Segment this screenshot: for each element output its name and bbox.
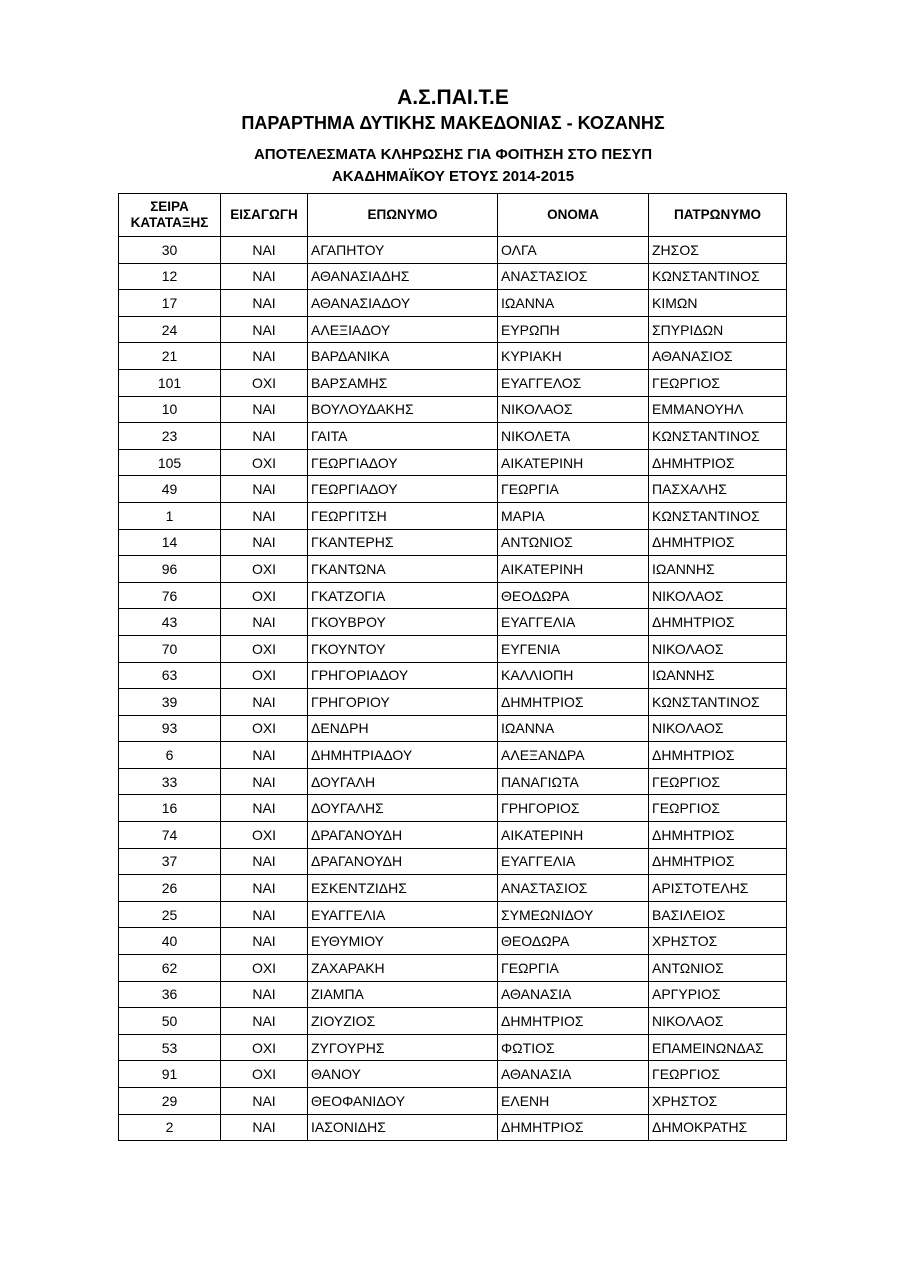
cell-surname: ΓΑΙΤΑ <box>308 423 498 450</box>
cell-surname: ΒΟΥΛΟΥΔΑΚΗΣ <box>308 396 498 423</box>
cell-patronymic: ΓΕΩΡΓΙΟΣ <box>649 795 787 822</box>
cell-surname: ΒΑΡΔΑΝΙΚΑ <box>308 343 498 370</box>
cell-patronymic: ΖΗΣΟΣ <box>649 237 787 264</box>
cell-first-name: ΟΛΓΑ <box>498 237 649 264</box>
cell-rank: 62 <box>119 955 221 982</box>
cell-admission: ΝΑΙ <box>221 1008 308 1035</box>
cell-admission: ΟΧΙ <box>221 715 308 742</box>
cell-patronymic: ΔΗΜΗΤΡΙΟΣ <box>649 449 787 476</box>
cell-rank: 53 <box>119 1034 221 1061</box>
cell-first-name: ΓΕΩΡΓΙΑ <box>498 955 649 982</box>
table-row <box>119 1008 787 1035</box>
cell-admission: ΟΧΙ <box>221 369 308 396</box>
cell-admission: ΝΑΙ <box>221 290 308 317</box>
cell-admission: ΝΑΙ <box>221 609 308 636</box>
cell-first-name: ΙΩΑΝΝΑ <box>498 290 649 317</box>
cell-rank: 74 <box>119 822 221 849</box>
cell-rank: 101 <box>119 369 221 396</box>
cell-patronymic: ΚΩΝΣΤΑΝΤΙΝΟΣ <box>649 502 787 529</box>
cell-first-name: ΑΙΚΑΤΕΡΙΝΗ <box>498 449 649 476</box>
cell-admission: ΝΑΙ <box>221 343 308 370</box>
results-heading: ΑΠΟΤΕΛΕΣΜΑΤΑ ΚΛΗΡΩΣΗΣ ΓΙΑ ΦΟΙΤΗΣΗ ΣΤΟ ΠΕΣΥΠ <box>253 146 653 163</box>
table-row <box>119 369 787 396</box>
cell-admission: ΝΑΙ <box>221 529 308 556</box>
cell-surname: ΓΚΟΥΝΤΟΥ <box>308 635 498 662</box>
cell-rank: 50 <box>119 1008 221 1035</box>
cell-rank: 30 <box>119 237 221 264</box>
cell-admission: ΝΑΙ <box>221 423 308 450</box>
cell-rank: 96 <box>119 556 221 583</box>
cell-surname: ΔΡΑΓΑΝΟΥΔΗ <box>308 822 498 849</box>
cell-first-name: ΔΗΜΗΤΡΙΟΣ <box>498 1114 649 1141</box>
cell-surname: ΖΙΟΥΖΙΟΣ <box>308 1008 498 1035</box>
cell-first-name: ΕΥΑΓΓΕΛΟΣ <box>498 369 649 396</box>
table-row <box>119 955 787 982</box>
table-row <box>119 556 787 583</box>
table-row <box>119 396 787 423</box>
cell-first-name: ΓΕΩΡΓΙΑ <box>498 476 649 503</box>
cell-rank: 29 <box>119 1088 221 1115</box>
cell-patronymic: ΠΑΣΧΑΛΗΣ <box>649 476 787 503</box>
cell-surname: ΓΡΗΓΟΡΙΑΔΟΥ <box>308 662 498 689</box>
cell-rank: 39 <box>119 689 221 716</box>
cell-first-name: ΑΛΕΞΑΝΔΡΑ <box>498 742 649 769</box>
cell-rank: 93 <box>119 715 221 742</box>
cell-surname: ΑΛΕΞΙΑΔΟΥ <box>308 316 498 343</box>
cell-first-name: ΚΑΛΛΙΟΠΗ <box>498 662 649 689</box>
academic-year-heading: ΑΚΑΔΗΜΑΪΚΟΥ ΕΤΟΥΣ 2014-2015 <box>331 168 575 185</box>
cell-patronymic: ΝΙΚΟΛΑΟΣ <box>649 715 787 742</box>
cell-patronymic: ΔΗΜΗΤΡΙΟΣ <box>649 609 787 636</box>
cell-patronymic: ΔΗΜΟΚΡΑΤΗΣ <box>649 1114 787 1141</box>
table-row <box>119 529 787 556</box>
cell-rank: 16 <box>119 795 221 822</box>
cell-patronymic: ΔΗΜΗΤΡΙΟΣ <box>649 742 787 769</box>
cell-first-name: ΝΙΚΟΛΑΟΣ <box>498 396 649 423</box>
column-header-rank: ΣΕΙΡΑ ΚΑΤΑΤΑΞΗΣ <box>119 194 221 237</box>
table-row <box>119 635 787 662</box>
cell-surname: ΖΥΓΟΥΡΗΣ <box>308 1034 498 1061</box>
cell-admission: ΝΑΙ <box>221 848 308 875</box>
column-header-surname: ΕΠΩΝΥΜΟ <box>308 194 498 237</box>
cell-patronymic: ΕΠΑΜΕΙΝΩΝΔΑΣ <box>649 1034 787 1061</box>
cell-surname: ΒΑΡΣΑΜΗΣ <box>308 369 498 396</box>
cell-first-name: ΑΘΑΝΑΣΙΑ <box>498 981 649 1008</box>
cell-rank: 23 <box>119 423 221 450</box>
cell-surname: ΖΑΧΑΡΑΚΗ <box>308 955 498 982</box>
cell-rank: 6 <box>119 742 221 769</box>
cell-rank: 49 <box>119 476 221 503</box>
cell-first-name: ΦΩΤΙΟΣ <box>498 1034 649 1061</box>
cell-first-name: ΝΙΚΟΛΕΤΑ <box>498 423 649 450</box>
cell-surname: ΓΚΑΝΤΕΡΗΣ <box>308 529 498 556</box>
cell-rank: 17 <box>119 290 221 317</box>
cell-admission: ΟΧΙ <box>221 1061 308 1088</box>
results-table <box>118 193 787 1141</box>
table-row <box>119 768 787 795</box>
cell-patronymic: ΙΩΑΝΝΗΣ <box>649 662 787 689</box>
table-row <box>119 1061 787 1088</box>
column-header-patronymic: ΠΑΤΡΩΝΥΜΟ <box>649 194 787 237</box>
cell-patronymic: ΚΙΜΩΝ <box>649 290 787 317</box>
document-subtitle: ΠΑΡΑΡΤΗΜΑ ΔΥΤΙΚΗΣ ΜΑΚΕΔΟΝΙΑΣ - ΚΟΖΑΝΗΣ <box>241 113 665 133</box>
cell-surname: ΖΙΑΜΠΑ <box>308 981 498 1008</box>
table-row <box>119 928 787 955</box>
cell-rank: 21 <box>119 343 221 370</box>
cell-admission: ΝΑΙ <box>221 689 308 716</box>
table-row <box>119 981 787 1008</box>
cell-admission: ΟΧΙ <box>221 955 308 982</box>
table-row <box>119 237 787 264</box>
cell-surname: ΔΕΝΔΡΗ <box>308 715 498 742</box>
cell-surname: ΑΓΑΠΗΤΟΥ <box>308 237 498 264</box>
cell-admission: ΝΑΙ <box>221 928 308 955</box>
cell-first-name: ΑΙΚΑΤΕΡΙΝΗ <box>498 822 649 849</box>
table-row <box>119 822 787 849</box>
cell-rank: 76 <box>119 582 221 609</box>
cell-surname: ΕΥΘΥΜΙΟΥ <box>308 928 498 955</box>
cell-surname: ΘΕΟΦΑΝΙΔΟΥ <box>308 1088 498 1115</box>
cell-surname: ΔΡΑΓΑΝΟΥΔΗ <box>308 848 498 875</box>
table-row <box>119 1034 787 1061</box>
table-row <box>119 476 787 503</box>
cell-surname: ΑΘΑΝΑΣΙΑΔΟΥ <box>308 290 498 317</box>
cell-patronymic: ΣΠΥΡΙΔΩΝ <box>649 316 787 343</box>
cell-first-name: ΑΙΚΑΤΕΡΙΝΗ <box>498 556 649 583</box>
cell-admission: ΝΑΙ <box>221 1088 308 1115</box>
cell-admission: ΝΑΙ <box>221 263 308 290</box>
cell-patronymic: ΓΕΩΡΓΙΟΣ <box>649 369 787 396</box>
table-row <box>119 715 787 742</box>
cell-first-name: ΕΥΡΩΠΗ <box>498 316 649 343</box>
cell-first-name: ΓΡΗΓΟΡΙΟΣ <box>498 795 649 822</box>
cell-admission: ΝΑΙ <box>221 875 308 902</box>
cell-patronymic: ΧΡΗΣΤΟΣ <box>649 1088 787 1115</box>
cell-admission: ΝΑΙ <box>221 396 308 423</box>
cell-first-name: ΘΕΟΔΩΡΑ <box>498 582 649 609</box>
cell-rank: 25 <box>119 901 221 928</box>
cell-patronymic: ΔΗΜΗΤΡΙΟΣ <box>649 822 787 849</box>
cell-admission: ΝΑΙ <box>221 742 308 769</box>
cell-first-name: ΑΝΤΩΝΙΟΣ <box>498 529 649 556</box>
cell-patronymic: ΝΙΚΟΛΑΟΣ <box>649 1008 787 1035</box>
cell-admission: ΝΑΙ <box>221 981 308 1008</box>
cell-patronymic: ΓΕΩΡΓΙΟΣ <box>649 768 787 795</box>
cell-first-name: ΣΥΜΕΩΝΙΔΟΥ <box>498 901 649 928</box>
cell-surname: ΔΟΥΓΑΛΗ <box>308 768 498 795</box>
table-row <box>119 848 787 875</box>
cell-patronymic: ΑΝΤΩΝΙΟΣ <box>649 955 787 982</box>
cell-admission: ΟΧΙ <box>221 1034 308 1061</box>
cell-patronymic: ΙΩΑΝΝΗΣ <box>649 556 787 583</box>
table-row <box>119 449 787 476</box>
table-row <box>119 502 787 529</box>
cell-rank: 70 <box>119 635 221 662</box>
cell-first-name: ΚΥΡΙΑΚΗ <box>498 343 649 370</box>
cell-rank: 2 <box>119 1114 221 1141</box>
table-row <box>119 582 787 609</box>
table-row <box>119 609 787 636</box>
cell-admission: ΝΑΙ <box>221 502 308 529</box>
cell-first-name: ΘΕΟΔΩΡΑ <box>498 928 649 955</box>
table-row <box>119 1088 787 1115</box>
cell-first-name: ΠΑΝΑΓΙΩΤΑ <box>498 768 649 795</box>
cell-rank: 105 <box>119 449 221 476</box>
cell-first-name: ΕΛΕΝΗ <box>498 1088 649 1115</box>
cell-patronymic: ΑΘΑΝΑΣΙΟΣ <box>649 343 787 370</box>
cell-patronymic: ΧΡΗΣΤΟΣ <box>649 928 787 955</box>
column-header-first-name: ΟΝΟΜΑ <box>498 194 649 237</box>
table-row <box>119 662 787 689</box>
cell-rank: 1 <box>119 502 221 529</box>
table-row <box>119 316 787 343</box>
cell-admission: ΟΧΙ <box>221 662 308 689</box>
cell-rank: 14 <box>119 529 221 556</box>
table-row <box>119 1114 787 1141</box>
table-row <box>119 423 787 450</box>
cell-rank: 43 <box>119 609 221 636</box>
column-header-admission: ΕΙΣΑΓΩΓΗ <box>221 194 308 237</box>
cell-rank: 40 <box>119 928 221 955</box>
cell-surname: ΔΗΜΗΤΡΙΑΔΟΥ <box>308 742 498 769</box>
cell-rank: 36 <box>119 981 221 1008</box>
cell-rank: 24 <box>119 316 221 343</box>
table-header-row <box>119 194 787 237</box>
cell-rank: 10 <box>119 396 221 423</box>
cell-surname: ΔΟΥΓΑΛΗΣ <box>308 795 498 822</box>
cell-patronymic: ΚΩΝΣΤΑΝΤΙΝΟΣ <box>649 423 787 450</box>
document-title: Α.Σ.ΠΑΙ.Τ.Ε <box>397 86 509 109</box>
cell-admission: ΝΑΙ <box>221 768 308 795</box>
cell-first-name: ΕΥΓΕΝΙΑ <box>498 635 649 662</box>
cell-admission: ΟΧΙ <box>221 556 308 583</box>
cell-surname: ΙΑΣΟΝΙΔΗΣ <box>308 1114 498 1141</box>
cell-admission: ΟΧΙ <box>221 582 308 609</box>
table-row <box>119 742 787 769</box>
cell-patronymic: ΝΙΚΟΛΑΟΣ <box>649 582 787 609</box>
cell-surname: ΓΡΗΓΟΡΙΟΥ <box>308 689 498 716</box>
cell-first-name: ΑΘΑΝΑΣΙΑ <box>498 1061 649 1088</box>
cell-rank: 33 <box>119 768 221 795</box>
cell-patronymic: ΑΡΓΥΡΙΟΣ <box>649 981 787 1008</box>
cell-first-name: ΙΩΑΝΝΑ <box>498 715 649 742</box>
cell-patronymic: ΔΗΜΗΤΡΙΟΣ <box>649 848 787 875</box>
cell-admission: ΝΑΙ <box>221 476 308 503</box>
cell-first-name: ΕΥΑΓΓΕΛΙΑ <box>498 848 649 875</box>
cell-surname: ΓΚΟΥΒΡΟΥ <box>308 609 498 636</box>
cell-first-name: ΑΝΑΣΤΑΣΙΟΣ <box>498 263 649 290</box>
cell-rank: 12 <box>119 263 221 290</box>
cell-admission: ΟΧΙ <box>221 635 308 662</box>
table-row <box>119 795 787 822</box>
cell-rank: 26 <box>119 875 221 902</box>
cell-admission: ΝΑΙ <box>221 316 308 343</box>
cell-patronymic: ΓΕΩΡΓΙΟΣ <box>649 1061 787 1088</box>
cell-surname: ΕΣΚΕΝΤΖΙΔΗΣ <box>308 875 498 902</box>
table-row <box>119 290 787 317</box>
cell-patronymic: ΕΜΜΑΝΟΥΗΛ <box>649 396 787 423</box>
cell-admission: ΟΧΙ <box>221 449 308 476</box>
cell-patronymic: ΝΙΚΟΛΑΟΣ <box>649 635 787 662</box>
cell-patronymic: ΑΡΙΣΤΟΤΕΛΗΣ <box>649 875 787 902</box>
cell-admission: ΝΑΙ <box>221 795 308 822</box>
cell-surname: ΘΑΝΟΥ <box>308 1061 498 1088</box>
cell-first-name: ΜΑΡΙΑ <box>498 502 649 529</box>
cell-first-name: ΕΥΑΓΓΕΛΙΑ <box>498 609 649 636</box>
cell-first-name: ΔΗΜΗΤΡΙΟΣ <box>498 689 649 716</box>
cell-surname: ΕΥΑΓΓΕΛΙΑ <box>308 901 498 928</box>
cell-surname: ΓΚΑΤΖΟΓΙΑ <box>308 582 498 609</box>
table-row <box>119 875 787 902</box>
cell-admission: ΟΧΙ <box>221 822 308 849</box>
cell-patronymic: ΒΑΣΙΛΕΙΟΣ <box>649 901 787 928</box>
cell-admission: ΝΑΙ <box>221 901 308 928</box>
cell-admission: ΝΑΙ <box>221 1114 308 1141</box>
cell-rank: 91 <box>119 1061 221 1088</box>
cell-patronymic: ΚΩΝΣΤΑΝΤΙΝΟΣ <box>649 689 787 716</box>
cell-first-name: ΑΝΑΣΤΑΣΙΟΣ <box>498 875 649 902</box>
cell-admission: ΝΑΙ <box>221 237 308 264</box>
cell-surname: ΓΕΩΡΓΙΑΔΟΥ <box>308 449 498 476</box>
table-row <box>119 263 787 290</box>
cell-rank: 63 <box>119 662 221 689</box>
cell-surname: ΑΘΑΝΑΣΙΑΔΗΣ <box>308 263 498 290</box>
cell-patronymic: ΚΩΝΣΤΑΝΤΙΝΟΣ <box>649 263 787 290</box>
table-row <box>119 689 787 716</box>
cell-patronymic: ΔΗΜΗΤΡΙΟΣ <box>649 529 787 556</box>
cell-first-name: ΔΗΜΗΤΡΙΟΣ <box>498 1008 649 1035</box>
cell-surname: ΓΚΑΝΤΩΝΑ <box>308 556 498 583</box>
table-body <box>119 237 787 1141</box>
cell-surname: ΓΕΩΡΓΙΤΣΗ <box>308 502 498 529</box>
table-row <box>119 343 787 370</box>
cell-surname: ΓΕΩΡΓΙΑΔΟΥ <box>308 476 498 503</box>
table-row <box>119 901 787 928</box>
cell-rank: 37 <box>119 848 221 875</box>
